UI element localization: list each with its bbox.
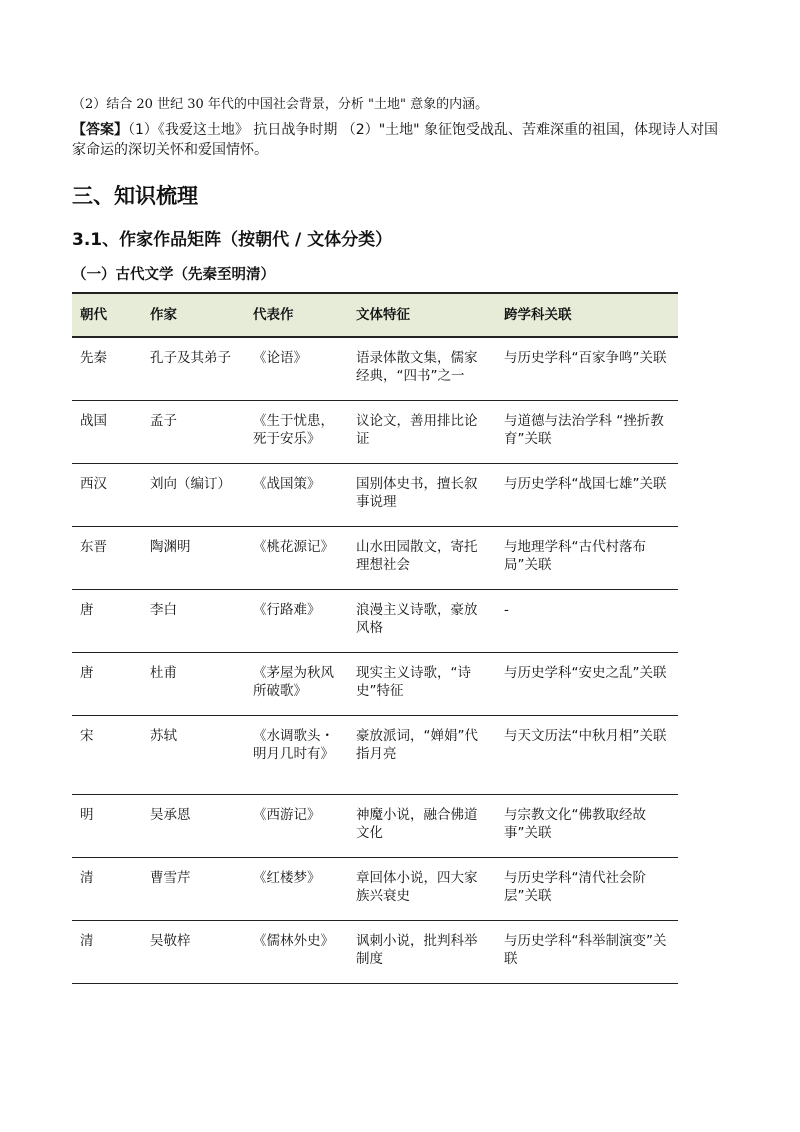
cell-author: 孔子及其弟子 (142, 337, 245, 401)
cell-cross-subject: 与天文历法“中秋月相”关联 (496, 716, 678, 795)
cell-author: 李白 (142, 590, 245, 653)
cell-author: 曹雪芹 (142, 858, 245, 921)
cell-cross-subject: 与历史学科“百家争鸣”关联 (496, 337, 678, 401)
answer-paragraph (72, 120, 728, 160)
table-row (72, 337, 678, 401)
cell-style: 现实主义诗歌，“诗史”特征 (348, 653, 496, 716)
header-dynasty: 朝代 (72, 293, 142, 337)
table-row (72, 590, 678, 653)
table-row (72, 401, 678, 464)
cell-style: 神魔小说，融合佛道文化 (348, 795, 496, 858)
cell-cross-subject: 与历史学科“科举制演变”关联 (496, 921, 678, 984)
cell-work: 《论语》 (245, 337, 348, 401)
cell-cross-subject: 与地理学科“古代村落布局”关联 (496, 527, 678, 590)
cell-dynasty: 明 (72, 795, 142, 858)
cell-cross-subject: 与历史学科“战国七雄”关联 (496, 464, 678, 527)
cell-style: 国别体史书，擅长叙事说理 (348, 464, 496, 527)
section-title: 三、知识梳理 (72, 184, 198, 208)
cell-cross-subject: 与道德与法治学科 “挫折教育”关联 (496, 401, 678, 464)
cell-cross-subject: 与宗教文化“佛教取经故事”关联 (496, 795, 678, 858)
cell-work: 《儒林外史》 (245, 921, 348, 984)
cell-author: 吴承恩 (142, 795, 245, 858)
answer-label: 【答案】 (72, 122, 128, 138)
cell-style: 山水田园散文，寄托理想社会 (348, 527, 496, 590)
cell-style: 章回体小说，四大家族兴衰史 (348, 858, 496, 921)
subsection-title: 3.1、作家作品矩阵（按朝代 / 文体分类） (72, 230, 393, 250)
cell-dynasty: 战国 (72, 401, 142, 464)
cell-dynasty: 西汉 (72, 464, 142, 527)
table-header-row (72, 293, 678, 337)
cell-dynasty: 宋 (72, 716, 142, 795)
cell-cross-subject: - (496, 590, 678, 653)
cell-work: 《生于忧患，死于安乐》 (245, 401, 348, 464)
cell-dynasty: 东晋 (72, 527, 142, 590)
cell-style: 豪放派词，“婵娟”代指月亮 (348, 716, 496, 795)
table-row (72, 464, 678, 527)
cell-dynasty: 唐 (72, 653, 142, 716)
header-style: 文体特征 (348, 293, 496, 337)
cell-work: 《战国策》 (245, 464, 348, 527)
cell-dynasty: 唐 (72, 590, 142, 653)
document-page (72, 96, 728, 984)
cell-author: 苏轼 (142, 716, 245, 795)
question-text: （2）结合 20 世纪 30 年代的中国社会背景，分析 "土地" 意象的内涵。 (72, 97, 489, 112)
cell-work: 《茅屋为秋风所破歌》 (245, 653, 348, 716)
cell-dynasty: 先秦 (72, 337, 142, 401)
cell-dynasty: 清 (72, 921, 142, 984)
cell-cross-subject: 与历史学科“安史之乱”关联 (496, 653, 678, 716)
cell-author: 吴敬梓 (142, 921, 245, 984)
cell-style: 浪漫主义诗歌，豪放风格 (348, 590, 496, 653)
cell-work: 《行路难》 (245, 590, 348, 653)
cell-author: 陶渊明 (142, 527, 245, 590)
header-cross-subject: 跨学科关联 (496, 293, 678, 337)
table-row (72, 527, 678, 590)
header-work: 代表作 (245, 293, 348, 337)
cell-author: 孟子 (142, 401, 245, 464)
cell-work: 《桃花源记》 (245, 527, 348, 590)
cell-cross-subject: 与历史学科“清代社会阶层”关联 (496, 858, 678, 921)
cell-author: 杜甫 (142, 653, 245, 716)
table-row (72, 858, 678, 921)
table-row (72, 653, 678, 716)
subsubsection-title: （一）古代文学（先秦至明清） (72, 267, 275, 283)
cell-style: 议论文，善用排比论证 (348, 401, 496, 464)
cell-work: 《水调歌头・明月几时有》 (245, 716, 348, 795)
answer-text: （1）《我爱这土地》 抗日战争时期 （2）"土地" 象征饱受战乱、苦难深重的祖国，体现诗人对国家命运的深切关怀和爱国情怀。 (72, 122, 719, 158)
table-row (72, 795, 678, 858)
cell-style: 讽刺小说，批判科举制度 (348, 921, 496, 984)
cell-dynasty: 清 (72, 858, 142, 921)
cell-work: 《西游记》 (245, 795, 348, 858)
cell-work: 《红楼梦》 (245, 858, 348, 921)
table-row (72, 921, 678, 984)
author-works-table (72, 292, 678, 984)
cell-author: 刘向（编订） (142, 464, 245, 527)
header-author: 作家 (142, 293, 245, 337)
table-row (72, 716, 678, 795)
cell-style: 语录体散文集，儒家经典，“四书”之一 (348, 337, 496, 401)
